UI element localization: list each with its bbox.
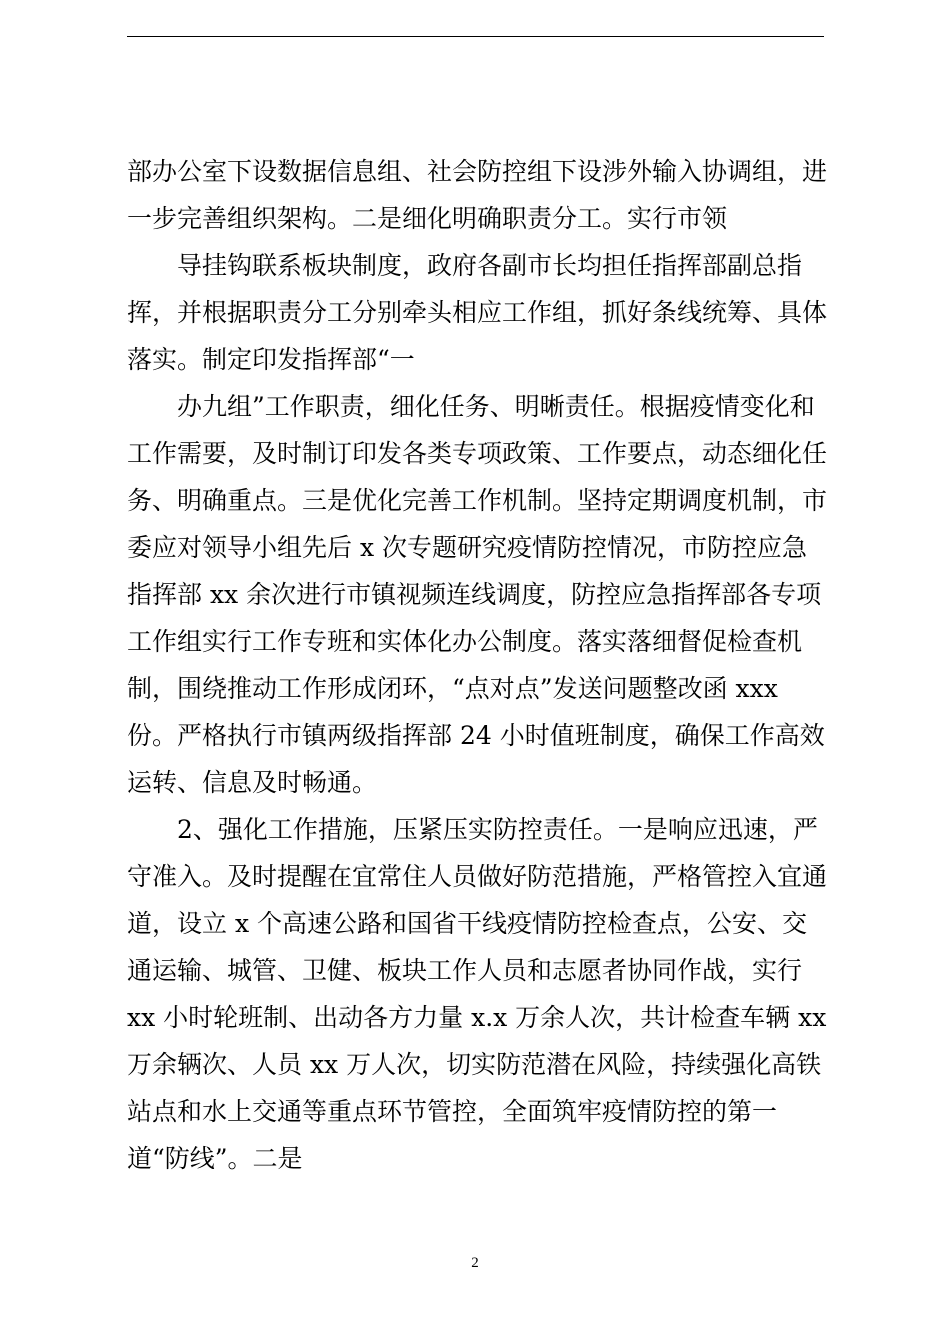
document-body <box>127 148 835 1182</box>
paragraph: 导挂钩联系板块制度，政府各副市长均担任指挥部副总指挥，并根据职责分工分别牵头相应工作组，抓好条线统筹、具体落实。制定印发指挥部“一 <box>127 251 828 374</box>
paragraph: 2、强化工作措施，压紧压实防控责任。一是响应迅速，严守准入。及时提醒在宜常住人员做好防范措施，严格管控入宜通道，设立 x 个高速公路和国省干线疫情防控检查点，公安、交通运输、城管、卫健、板块工作人员和志愿者协同作战，实行 xx 小时轮班制、出动各方力量 x.x 万余人次，共计检查车辆 xx 万余辆次、人员 xx 万人次，切实防范潜在风险，持续强化高铁站点和水上交通等重点环节管控，全面筑牢疫情防控的第一道“防线”。二是 <box>127 815 835 1173</box>
paragraph: 部办公室下设数据信息组、社会防控组下设涉外输入协调组，进一步完善组织架构。二是细化明确职责分工。实行市领 <box>127 157 828 233</box>
paragraph: 办九组”工作职责，细化任务、明晰责任。根据疫情变化和工作需要，及时制订印发各类专项政策、工作要点，动态细化任务、明确重点。三是优化完善工作机制。坚持定期调度机制，市委应对领导小组先后 x 次专题研究疫情防控情况，市防控应急指挥部 xx 余次进行市镇视频连线调度，防控应急指挥部各专项工作组实行工作专班和实体化办公制度。落实落细督促检查机制，围绕推动工作形成闭环，“点对点”发送问题整改函 xxx 份。严格执行市镇两级指挥部 24 小时值班制度，确保工作高效运转、信息及时畅通。 <box>127 392 828 797</box>
page-number: 2 <box>471 1255 479 1271</box>
header-rule <box>127 36 824 37</box>
